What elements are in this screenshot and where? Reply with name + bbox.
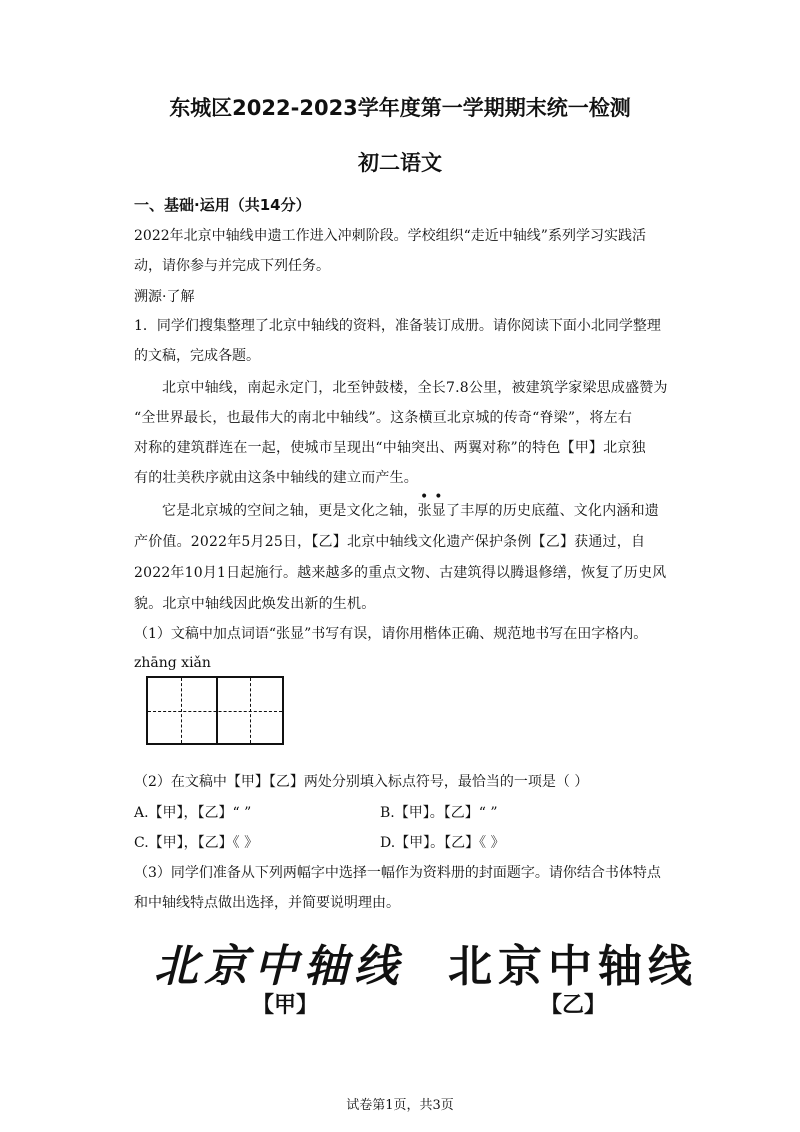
tianzige-grid[interactable] (146, 676, 284, 745)
option-a[interactable]: A.【甲】，【乙】“ ” (134, 805, 252, 821)
passage-p2-line-3: 2022年10月1日起施行。越来越多的重点文物、古建筑得以腾退修缮，恢复了历史风 (134, 565, 667, 581)
sub-question-1: （1）文稿中加点词语“张显”书写有误，请你用楷体正确、规范地书写在田字格内。 (134, 626, 648, 642)
passage-p2-line-4: 貌。北京中轴线因此焕发出新的生机。 (134, 596, 376, 612)
passage-p2-line-2: 产价值。2022年5月25日，【乙】北京中轴线文化遗产保护条例【乙】获通过，自 (134, 534, 646, 550)
sub-heading: 溯源·了解 (134, 289, 195, 305)
emphasis-dots: •• (420, 489, 449, 505)
question-1-line-2: 的文稿，完成各题。 (134, 348, 260, 364)
grid-guide-horizontal (148, 711, 282, 712)
pinyin: zhāng xiǎn (134, 655, 211, 671)
passage-p1-line-2: “全世界最长，也最伟大的南北中轴线”。这条横亘北京城的传奇“脊梁”，将左右 (134, 410, 633, 426)
sub-question-2: （2）在文稿中【甲】【乙】两处分别填入标点符号，最恰当的一项是（ ） (134, 774, 589, 790)
calligraphy-yi: 北京中轴线 (448, 941, 698, 992)
option-b[interactable]: B.【甲】。【乙】“ ” (380, 805, 498, 821)
exam-subtitle: 初二语文 (358, 151, 442, 175)
intro-line-1: 2022年北京中轴线申遗工作进入冲刺阶段。学校组织“走近中轴线”系列学习实践活 (134, 228, 646, 244)
passage-p1-line-1: 北京中轴线，南起永定门，北至钟鼓楼，全长7.8公里，被建筑学家梁思成盛赞为 (162, 380, 668, 396)
section-heading: 一、基础·运用（共14分） (134, 196, 311, 214)
sub-question-3-line-1: （3）同学们准备从下列两幅字中选择一幅作为资料册的封面题字。请你结合书体特点 (134, 865, 661, 881)
label-yi: 【乙】 (540, 993, 607, 1018)
question-1-line-1: 1．同学们搜集整理了北京中轴线的资料，准备装订成册。请你阅读下面小北同学整理 (134, 318, 661, 334)
option-c[interactable]: C.【甲】，【乙】《 》 (134, 835, 259, 851)
page-footer: 试卷第1页，共3页 (346, 1098, 454, 1113)
exam-title: 东城区2022-2023学年度第一学期期末统一检测 (169, 96, 631, 120)
option-d[interactable]: D.【甲】。【乙】《 》 (380, 835, 505, 851)
passage-p1-line-3: 对称的建筑群连在一起，使城市呈现出“中轴突出、两翼对称”的特色【甲】北京独 (134, 440, 646, 456)
sub-question-3-line-2: 和中轴线特点做出选择，并简要说明理由。 (134, 895, 400, 911)
passage-p1-line-4: 有的壮美秩序就由这条中轴线的建立而产生。 (134, 470, 418, 486)
passage-p2-line-1: 它是北京城的空间之轴，更是文化之轴，张显了丰厚的历史底蕴、文化内涵和遗 (162, 503, 659, 519)
calligraphy-jia: 北京中轴线 (154, 941, 404, 992)
label-jia: 【甲】 (252, 993, 319, 1018)
intro-line-2: 动，请你参与并完成下列任务。 (134, 258, 330, 274)
